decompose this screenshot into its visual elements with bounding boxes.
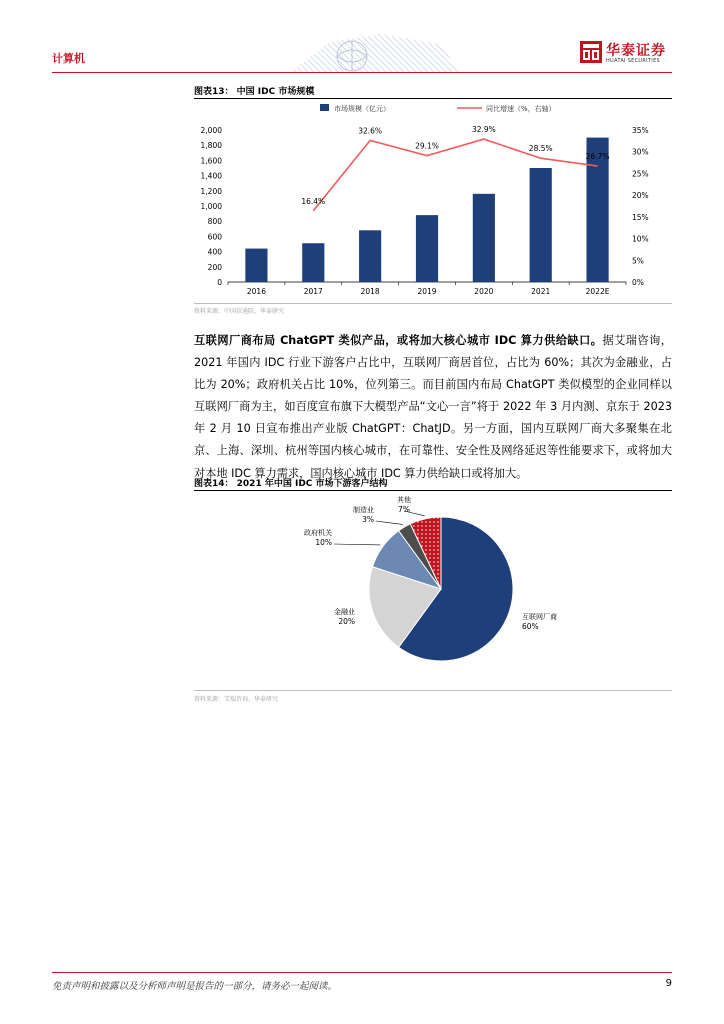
y-left-tick-label: 1,800 (200, 141, 222, 151)
growth-line (313, 139, 597, 211)
y-right-tick-label: 10% (632, 234, 649, 244)
figure13-rule (194, 98, 672, 99)
legend-bar-label: 市场规模（亿元） (334, 105, 390, 113)
brand-logo (580, 38, 676, 68)
y-left-tick-label: 800 (207, 217, 222, 227)
body-text: 据艾瑞咨询，2021 年国内 IDC 行业下游客户占比中，互联网厂商居首位，占比为 60%；其次为金融业，占比为 20%；政府机关占比 10%，位列第三。而目前国内布局 ChatGPT 类似模型的企业同样以互联网厂商为主，如百度宣布旗下大模型产品“文心一言”将于 2022 年 3 月内测、京东于 2023 年 2 月 10 日宣布推出产业版 ChatGPT：ChatJD。另一方面，国内互联网厂商大多聚集在北京、上海、深圳、杭州等国内核心城市，在可靠性、安全性及网络延迟等性能要求下，或将加大对本地 IDC 算力需求，国内核心城市 IDC 算力供给缺口或将加大。 (194, 334, 672, 480)
y-right-tick-label: 5% (632, 256, 644, 266)
y-left-tick-label: 0 (217, 278, 222, 287)
figure13-source: 资料来源：中国信通院、华泰研究 (194, 308, 285, 315)
figure14-rule (194, 490, 672, 491)
y-left-tick-label: 1,400 (200, 171, 222, 181)
y-left-tick-label: 2,000 (200, 126, 222, 135)
growth-label-2021: 28.5% (528, 144, 553, 154)
y-right-tick-label: 25% (632, 169, 649, 179)
y-left-tick-label: 600 (207, 232, 222, 242)
logo-mark-icon (580, 41, 602, 63)
pie-pct-2: 10% (315, 538, 332, 547)
pie-label-1: 金融业 (334, 608, 355, 616)
pie-pct-3: 3% (362, 515, 374, 524)
figure14-source-rule (194, 690, 672, 691)
growth-label-2018: 32.6% (358, 126, 383, 136)
pie-label-4: 其他 (397, 496, 411, 504)
x-tick-label: 2021 (531, 287, 551, 296)
logo-name-en: HUATAI SECURITIES (606, 58, 660, 64)
pie-label-2: 政府机关 (304, 529, 332, 537)
bar-2020 (473, 194, 495, 282)
x-tick-label: 2019 (417, 287, 437, 296)
figure14-title: 图表14： 2021 年中国 IDC 市场下游客户结构 (194, 479, 388, 489)
y-right-tick-label: 20% (632, 191, 649, 201)
x-tick-label: 2020 (474, 287, 494, 296)
legend-bar-swatch (320, 104, 329, 111)
logo-name-cn: 华泰证券 (606, 43, 666, 59)
pie-leader-line-3 (376, 521, 403, 524)
pie-leader-line-2 (334, 544, 380, 545)
x-tick-label: 2016 (246, 287, 266, 296)
figure13-source-rule (194, 303, 672, 304)
bar-2017 (302, 243, 324, 282)
y-right-tick-label: 35% (632, 126, 649, 135)
figure13-title: 图表13： 中国 IDC 市场规模 (194, 87, 315, 97)
growth-label-2017: 16.4% (301, 196, 326, 206)
y-right-tick-label: 15% (632, 212, 649, 222)
y-left-tick-label: 200 (207, 262, 222, 272)
page-number: 9 (665, 978, 672, 989)
y-right-tick-label: 30% (632, 147, 649, 157)
bar-2019 (416, 215, 438, 282)
idc-market-chart (192, 100, 676, 300)
bar-2018 (359, 230, 381, 282)
y-left-tick-label: 1,600 (200, 156, 222, 166)
footer-disclaimer: 免责声明和披露以及分析师声明是报告的一部分，请务必一起阅读。 (52, 981, 338, 992)
body-lead: 互联网厂商布局 ChatGPT 类似产品，或将加大核心城市 IDC 算力供给缺口。 (194, 334, 603, 347)
growth-label-2020: 32.9% (471, 125, 496, 135)
growth-label-2019: 29.1% (415, 141, 439, 151)
pie-label-3: 制造业 (353, 506, 374, 514)
x-tick-label: 2017 (303, 287, 323, 296)
chart-legend (320, 104, 556, 114)
x-tick-label: 2018 (360, 287, 380, 296)
pie-pct-1: 20% (338, 617, 355, 626)
x-tick-label: 2022E (585, 287, 610, 296)
y-right-tick-label: 0% (632, 278, 644, 287)
body-paragraph (194, 330, 672, 485)
header-rule (52, 72, 672, 73)
figure14-source: 资料来源：艾瑞咨询、华泰研究 (194, 696, 279, 703)
pie-pct-0: 60% (522, 622, 539, 631)
bar-2016 (245, 249, 267, 282)
legend-line-label: 同比增速（%，右轴） (486, 105, 556, 113)
header-decoration (290, 30, 460, 72)
bar-2021 (530, 168, 552, 282)
pie-label-0: 互联网厂商 (522, 613, 557, 621)
downstream-customer-pie (192, 492, 672, 682)
growth-label-2022E: 26.7% (585, 152, 610, 162)
footer-rule (52, 972, 672, 973)
y-left-tick-label: 400 (207, 247, 222, 257)
y-left-tick-label: 1,200 (200, 186, 222, 196)
pie-pct-4: 7% (398, 505, 410, 514)
section-title: 计算机 (52, 52, 85, 65)
y-left-tick-label: 1,000 (200, 202, 222, 211)
